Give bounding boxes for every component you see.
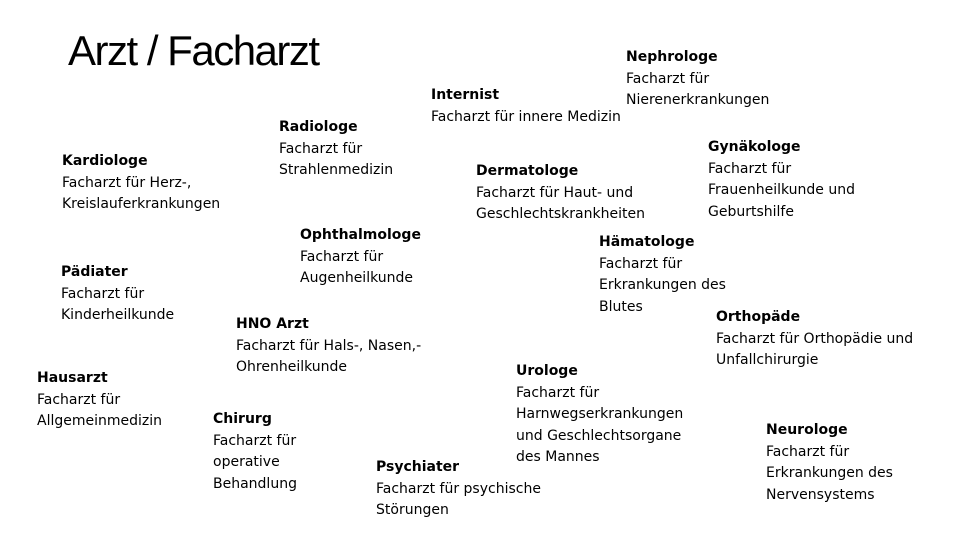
entry-description-line: Facharzt für bbox=[708, 160, 792, 177]
entry-nephrologe bbox=[626, 47, 769, 112]
entry-name: Hausarzt bbox=[37, 370, 108, 386]
entry-description-line: Facharzt für bbox=[300, 248, 384, 265]
entry-description-line: Nierenerkrankungen bbox=[626, 92, 770, 108]
entry-description-line: Augenheilkunde bbox=[300, 270, 414, 286]
entry-description-line: Facharzt für innere Medizin bbox=[431, 108, 621, 125]
entry-hausarzt bbox=[37, 368, 162, 433]
entry-gynaekologe bbox=[708, 137, 855, 223]
entry-description-line: Facharzt für bbox=[61, 285, 145, 302]
entry-psychiater bbox=[376, 457, 541, 522]
entry-orthopaede bbox=[716, 307, 913, 372]
entry-description-line: Strahlenmedizin bbox=[279, 162, 394, 178]
entry-description-line: und Geschlechtsorgane bbox=[516, 427, 682, 444]
entry-urologe bbox=[516, 361, 683, 469]
entry-description-line: Harnwegserkrankungen bbox=[516, 406, 684, 422]
entry-description-line: Nervensystems bbox=[766, 486, 875, 503]
entry-description-line: Facharzt für bbox=[626, 70, 710, 87]
entry-name: Psychiater bbox=[376, 459, 460, 475]
entry-name: Internist bbox=[431, 87, 500, 103]
entry-description-line: Facharzt für bbox=[213, 432, 297, 449]
entry-name: Pädiater bbox=[61, 264, 128, 280]
entry-hno-arzt bbox=[236, 314, 421, 379]
entry-description-line: Kinderheilkunde bbox=[61, 307, 175, 323]
entry-description-line: operative bbox=[213, 454, 280, 470]
entry-description-line: Unfallchirurgie bbox=[716, 352, 819, 368]
entry-name: Gynäkologe bbox=[708, 139, 801, 155]
entry-name: Dermatologe bbox=[476, 163, 579, 179]
entry-name: Kardiologe bbox=[62, 153, 148, 169]
entry-description-line: Facharzt für bbox=[766, 443, 850, 460]
entry-kardiologe bbox=[62, 151, 220, 216]
entry-dermatologe bbox=[476, 161, 645, 226]
entry-neurologe bbox=[766, 420, 893, 506]
entry-description-line: Facharzt für bbox=[37, 391, 121, 408]
page-title: Arzt / Facharzt bbox=[68, 27, 319, 74]
entry-name: Urologe bbox=[516, 363, 578, 379]
entry-description-line: Blutes bbox=[599, 298, 643, 315]
entry-internist bbox=[431, 85, 621, 128]
entry-name: Hämatologe bbox=[599, 234, 695, 250]
entry-description-line: Störungen bbox=[376, 502, 449, 518]
entry-description-line: Geschlechtskrankheiten bbox=[476, 206, 645, 222]
entry-name: Nephrologe bbox=[626, 49, 718, 65]
entry-description-line: Facharzt für bbox=[279, 140, 363, 157]
entry-description-line: Behandlung bbox=[213, 475, 297, 492]
entry-paediater bbox=[61, 262, 174, 327]
entry-description-line: Erkrankungen des bbox=[599, 277, 726, 293]
entry-ophthalmologe bbox=[300, 225, 421, 290]
entry-description-line: des Mannes bbox=[516, 449, 600, 465]
entry-description-line: Facharzt für Orthopädie und bbox=[716, 330, 914, 347]
entry-name: Orthopäde bbox=[716, 309, 801, 325]
entry-description-line: Facharzt für bbox=[516, 384, 600, 401]
entry-description-line: Facharzt für bbox=[599, 255, 683, 272]
entry-name: Neurologe bbox=[766, 422, 848, 438]
entry-description-line: Facharzt für Hals-, Nasen,- bbox=[236, 337, 422, 354]
entry-radiologe bbox=[279, 117, 393, 182]
entry-description-line: Kreislauferkrankungen bbox=[62, 196, 221, 212]
entry-description-line: Geburtshilfe bbox=[708, 203, 794, 220]
entry-name: Chirurg bbox=[213, 411, 272, 427]
entry-description-line: Frauenheilkunde und bbox=[708, 182, 855, 198]
entry-description-line: Facharzt für Haut- und bbox=[476, 184, 634, 201]
entry-name: Radiologe bbox=[279, 119, 358, 135]
entry-description-line: Allgemeinmedizin bbox=[37, 413, 163, 429]
entry-chirurg bbox=[213, 409, 297, 495]
entry-name: HNO Arzt bbox=[236, 316, 309, 332]
entry-description-line: Ohrenheilkunde bbox=[236, 359, 348, 375]
entry-description-line: Facharzt für Herz-, bbox=[62, 174, 192, 191]
entry-name: Ophthalmologe bbox=[300, 227, 421, 243]
entry-haematologe bbox=[599, 232, 726, 318]
entry-description-line: Facharzt für psychische bbox=[376, 480, 541, 497]
entry-description-line: Erkrankungen des bbox=[766, 465, 893, 481]
